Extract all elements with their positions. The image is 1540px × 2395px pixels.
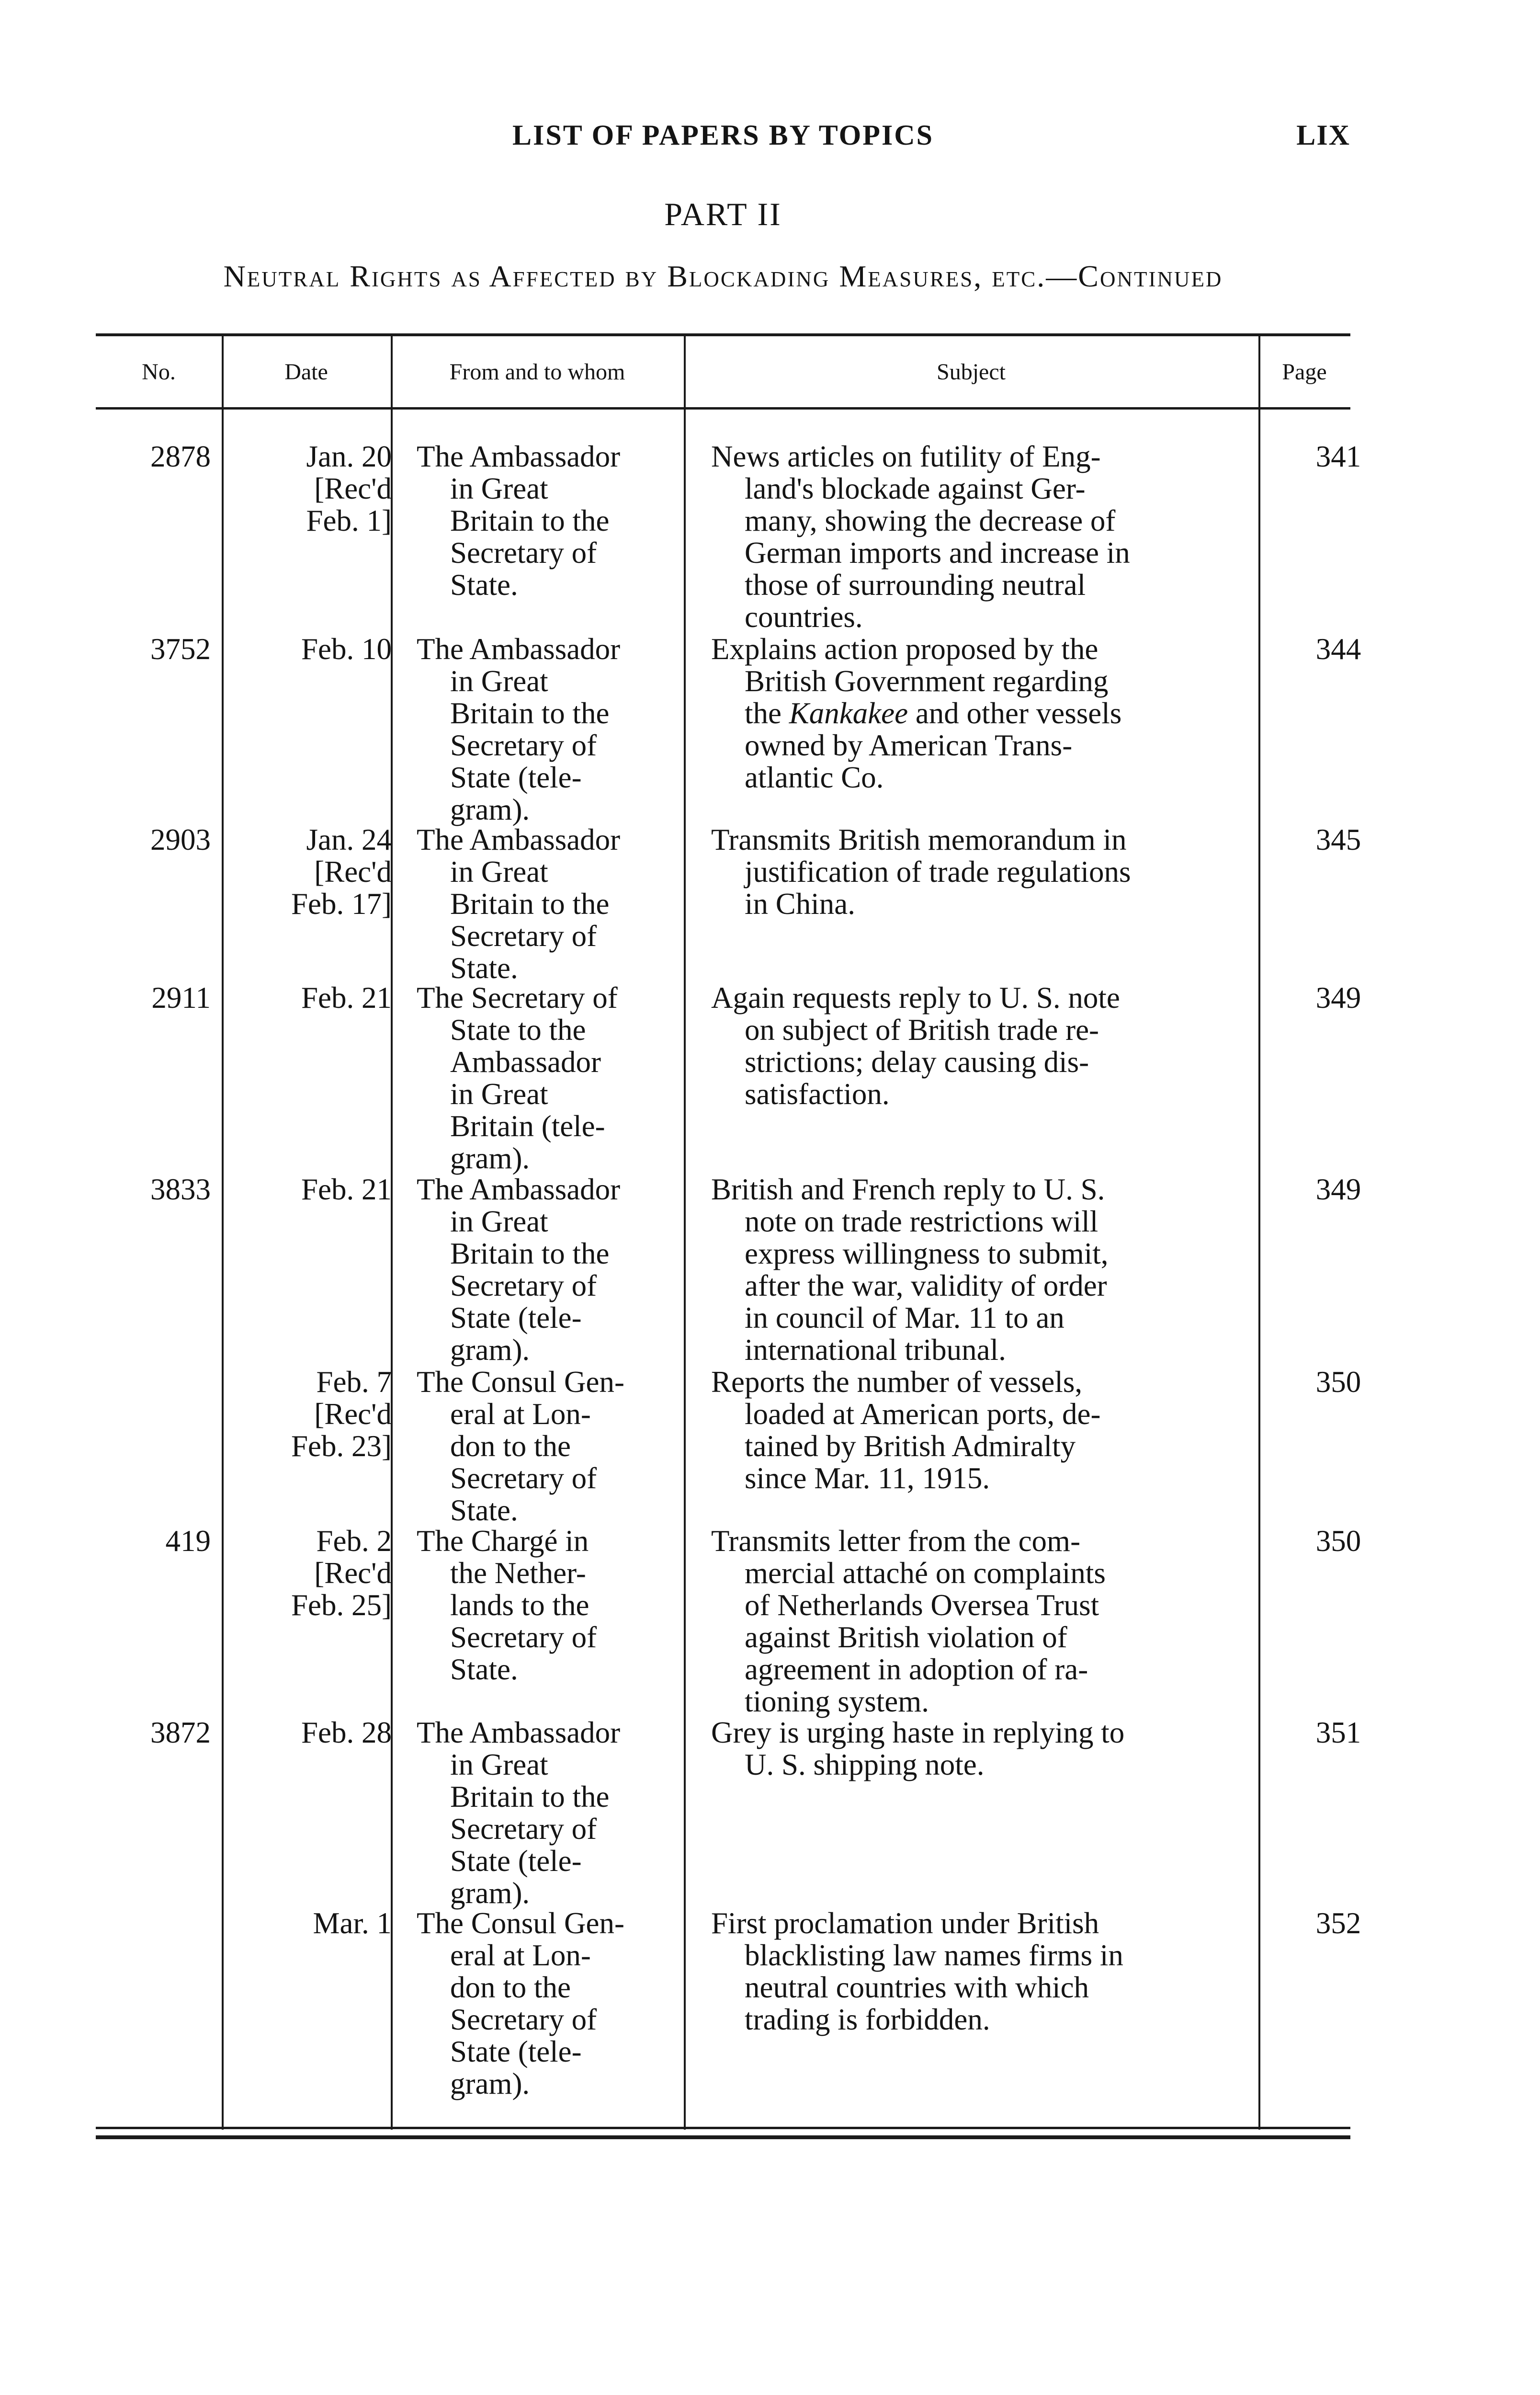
date-line: Feb. 17]	[291, 887, 392, 921]
from-line: Britain (tele-	[450, 1109, 605, 1143]
from-line: Britain to the	[450, 1237, 610, 1270]
subject-line: of Netherlands Oversea Trust	[745, 1588, 1099, 1622]
cell-no: 2903	[150, 823, 211, 856]
subject-line: land's blockade against Ger-	[745, 472, 1086, 505]
date-line: [Rec'd	[314, 472, 392, 505]
cell-page: 349	[1315, 981, 1361, 1015]
subject-line: neutral countries with which	[745, 1971, 1089, 2004]
cell-page: 341	[1315, 440, 1361, 473]
from-line: State to the	[450, 1013, 586, 1047]
from-line: Britain to the	[450, 696, 610, 730]
date-line: Jan. 20	[306, 440, 392, 473]
cell-subject	[711, 1525, 1338, 1718]
vessel-name: Kankakee	[789, 696, 908, 730]
from-line: The Chargé in	[417, 1524, 589, 1558]
subject-line: justification of trade regulations	[745, 855, 1131, 889]
subject-line: on subject of British trade re-	[745, 1013, 1099, 1047]
cell-page: 350	[1315, 1524, 1361, 1558]
from-line: don to the	[450, 1429, 571, 1463]
subject-line: countries.	[745, 600, 863, 634]
from-line: The Consul Gen-	[417, 1365, 624, 1399]
subject-line: many, showing the decrease of	[745, 504, 1116, 537]
from-line: gram).	[450, 793, 530, 826]
from-line: The Ambassador	[417, 1716, 621, 1749]
from-line: in Great	[450, 664, 548, 698]
cell-date	[239, 441, 392, 537]
from-line: State (tele-	[450, 2035, 582, 2068]
from-line: Britain to the	[450, 1780, 610, 1813]
cell-page: 344	[1315, 632, 1361, 666]
subject-line: First proclamation under British	[711, 1906, 1099, 1940]
from-line: Britain to the	[450, 887, 610, 921]
from-line: State (tele-	[450, 761, 582, 794]
cell-subject	[711, 1907, 1338, 2036]
date-line: [Rec'd	[314, 855, 392, 889]
from-line: State.	[450, 568, 518, 602]
column-header-date: Date	[284, 359, 328, 385]
cell-date	[239, 1174, 392, 1206]
column-header-no: No.	[142, 359, 176, 385]
subject-line: Grey is urging haste in replying to	[711, 1716, 1125, 1749]
from-line: The Secretary of	[417, 981, 618, 1015]
table-bottom-rule	[96, 2127, 1350, 2129]
column-divider	[391, 334, 393, 2130]
from-line: The Ambassador	[417, 1173, 621, 1206]
from-line: eral at Lon-	[450, 1397, 591, 1431]
from-line: State (tele-	[450, 1844, 582, 1878]
cell-date	[239, 982, 392, 1014]
running-title: LIST OF PAPERS BY TOPICS	[512, 119, 934, 151]
date-line: Feb. 7	[316, 1365, 392, 1399]
column-header-page: Page	[1282, 359, 1327, 385]
subject-line: note on trade restrictions will	[745, 1205, 1098, 1238]
date-line: Feb. 10	[301, 632, 392, 666]
from-line: Secretary of	[450, 2003, 597, 2036]
cell-subject	[711, 982, 1338, 1110]
cell-page: 350	[1315, 1365, 1361, 1399]
cell-date	[239, 633, 392, 665]
subject-line: agreement in adoption of ra-	[745, 1653, 1088, 1686]
date-line: [Rec'd	[314, 1556, 392, 1590]
from-line: in Great	[450, 1205, 548, 1238]
subject-line: express willingness to submit,	[745, 1237, 1109, 1270]
subject-line: blacklisting law names firms in	[745, 1939, 1123, 1972]
from-line: State (tele-	[450, 1301, 582, 1334]
from-line: don to the	[450, 1971, 571, 2004]
from-line: in Great	[450, 855, 548, 889]
from-line: gram).	[450, 1333, 530, 1367]
cell-no: 3833	[150, 1173, 211, 1206]
cell-subject	[711, 441, 1338, 633]
subject-line: News articles on futility of Eng-	[711, 440, 1101, 473]
subject-line: German imports and increase in	[745, 536, 1130, 570]
subject-line: in council of Mar. 11 to an	[745, 1301, 1064, 1334]
from-line: State.	[450, 951, 518, 985]
date-line: Feb. 1]	[306, 504, 392, 537]
date-line: Feb. 21	[301, 981, 392, 1015]
from-line: The Ambassador	[417, 823, 621, 856]
from-line: the Nether-	[450, 1556, 586, 1590]
from-line: in Great	[450, 472, 548, 505]
cell-subject	[711, 1717, 1338, 1781]
from-line: eral at Lon-	[450, 1939, 591, 1972]
subject-line: Reports the number of vessels,	[711, 1365, 1083, 1399]
subject-line: Transmits British memorandum in	[711, 823, 1127, 856]
table-header-rule	[96, 407, 1350, 410]
subject-line: British Government regarding	[745, 664, 1109, 698]
cell-date	[239, 1717, 392, 1749]
subject-line: trading is forbidden.	[745, 2003, 990, 2036]
subject-line: strictions; delay causing dis-	[745, 1045, 1089, 1079]
table-header	[96, 336, 1350, 407]
cell-subject	[711, 1366, 1338, 1494]
subject-line: against British violation of	[745, 1620, 1067, 1654]
subject-line: loaded at American ports, de-	[745, 1397, 1101, 1431]
from-line: gram).	[450, 1141, 530, 1175]
section-title: Neutral Rights as Affected by Blockading Measures, etc.—Continued	[223, 259, 1223, 293]
cell-page: 349	[1315, 1173, 1361, 1206]
subject-line: the Kankakee and other vessels	[745, 696, 1122, 730]
from-line: Secretary of	[450, 919, 597, 953]
from-line: gram).	[450, 2067, 530, 2100]
from-line: lands to the	[450, 1588, 589, 1622]
cell-page: 351	[1315, 1716, 1361, 1749]
subject-line: since Mar. 11, 1915.	[745, 1461, 990, 1495]
cell-page: 345	[1315, 823, 1361, 856]
subject-line: those of surrounding neutral	[745, 568, 1086, 602]
subject-line: in China.	[745, 887, 855, 921]
cell-page: 352	[1315, 1906, 1361, 1940]
from-line: Secretary of	[450, 729, 597, 762]
from-line: The Consul Gen-	[417, 1906, 624, 1940]
cell-no: 2911	[151, 981, 211, 1015]
cell-no: 419	[165, 1524, 211, 1558]
subject-line: Transmits letter from the com-	[711, 1524, 1081, 1558]
date-line: Mar. 1	[313, 1906, 392, 1940]
from-line: Secretary of	[450, 1269, 597, 1302]
running-head	[96, 119, 1350, 162]
column-divider	[222, 334, 224, 2130]
date-line: Jan. 24	[306, 823, 392, 856]
subject-line: international tribunal.	[745, 1333, 1006, 1367]
column-header-from: From and to whom	[449, 359, 625, 385]
subject-line: satisfaction.	[745, 1077, 890, 1111]
subject-line: Explains action proposed by the	[711, 632, 1098, 666]
subject-line: U. S. shipping note.	[745, 1748, 985, 1781]
date-line: Feb. 28	[301, 1716, 392, 1749]
part-title: PART II	[664, 196, 782, 232]
from-line: Secretary of	[450, 1461, 597, 1495]
subject-line: tioning system.	[745, 1685, 929, 1718]
from-line: State.	[450, 1494, 518, 1527]
cell-no: 3752	[150, 632, 211, 666]
subject-line: British and French reply to U. S.	[711, 1173, 1105, 1206]
cell-no: 3872	[150, 1716, 211, 1749]
date-line: Feb. 25]	[291, 1588, 392, 1622]
date-line: [Rec'd	[314, 1397, 392, 1431]
cell-no: 2878	[150, 440, 211, 473]
page-number: LIX	[1296, 119, 1350, 151]
from-line: Secretary of	[450, 536, 597, 570]
cell-date	[239, 1366, 392, 1462]
from-line: Ambassador	[450, 1045, 601, 1079]
from-line: in Great	[450, 1748, 548, 1781]
subject-line: mercial attaché on complaints	[745, 1556, 1106, 1590]
table-bottom-rule-heavy	[96, 2135, 1350, 2139]
date-line: Feb. 21	[301, 1173, 392, 1206]
from-line: State.	[450, 1653, 518, 1686]
date-line: Feb. 23]	[291, 1429, 392, 1463]
from-line: in Great	[450, 1077, 548, 1111]
from-line: Britain to the	[450, 504, 610, 537]
cell-subject	[711, 1174, 1338, 1366]
subject-line: atlantic Co.	[745, 761, 884, 794]
subject-line: after the war, validity of order	[745, 1269, 1107, 1302]
cell-date	[239, 824, 392, 920]
subject-line: tained by British Admiralty	[745, 1429, 1076, 1463]
cell-date	[239, 1525, 392, 1621]
from-line: Secretary of	[450, 1812, 597, 1846]
subject-line: Again requests reply to U. S. note	[711, 981, 1120, 1015]
cell-subject	[711, 824, 1338, 920]
date-line: Feb. 2	[316, 1524, 392, 1558]
from-line: Secretary of	[450, 1620, 597, 1654]
cell-subject	[711, 633, 1338, 794]
cell-date	[239, 1907, 392, 1939]
subject-line: owned by American Trans-	[745, 729, 1073, 762]
from-line: The Ambassador	[417, 440, 621, 473]
from-line: The Ambassador	[417, 632, 621, 666]
column-header-subject: Subject	[937, 359, 1006, 385]
from-line: gram).	[450, 1876, 530, 1910]
